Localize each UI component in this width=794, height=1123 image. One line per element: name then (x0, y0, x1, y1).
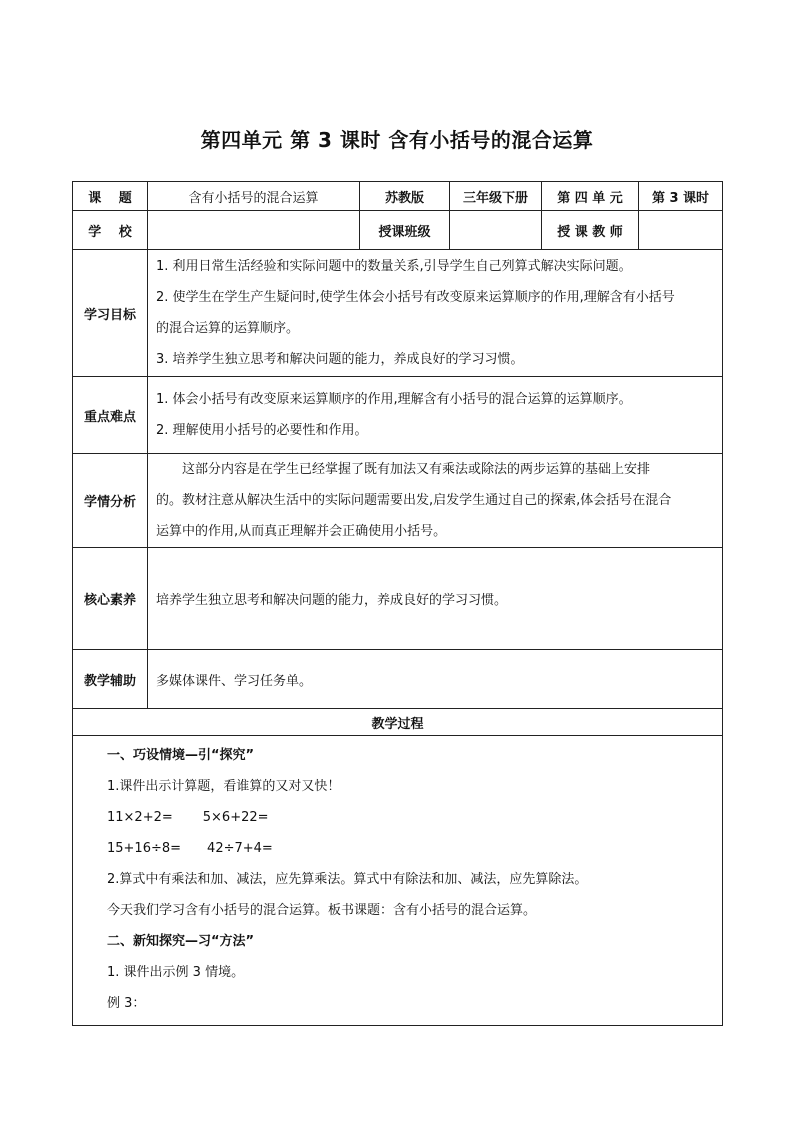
process-label: 教学过程 (73, 709, 723, 736)
aids-label: 教学辅助 (73, 650, 148, 709)
lesson-cell: 第 3 课时 (639, 182, 723, 211)
class-label: 授课班级 (360, 211, 450, 250)
teacher-label: 授 课 教 师 (542, 211, 639, 250)
key-point-line: 2. 理解使用小括号的必要性和作用。 (156, 423, 368, 438)
key-points-label: 重点难点 (73, 377, 148, 454)
aids-row (73, 650, 723, 709)
process-content (73, 736, 723, 1026)
school-value (148, 211, 360, 250)
key-points-content (148, 377, 723, 454)
process-item: 1.课件出示计算题，看谁算的又对又快！ (107, 779, 341, 794)
expression: 11×2+2= (107, 810, 173, 825)
process-item: 2.算式中有乘法和加、减法，应先算乘法。算式中有除法和加、减法，应先算除法。 (107, 872, 588, 887)
goal-line: 3. 培养学生独立思考和解决问题的能力，养成良好的学习习惯。 (156, 352, 524, 367)
page-title: 第四单元 第 3 课时 含有小括号的混合运算 (200, 128, 594, 152)
goal-line: 1. 利用日常生活经验和实际问题中的数量关系,引导学生自己列算式解决实际问题。 (156, 259, 632, 274)
goals-label: 学习目标 (73, 250, 148, 377)
school-row (73, 211, 723, 250)
analysis-row (73, 454, 723, 548)
goals-content (148, 250, 723, 377)
analysis-content (148, 454, 723, 548)
goal-line: 的混合运算的运算顺序。 (156, 321, 300, 336)
analysis-label: 学情分析 (73, 454, 148, 548)
analysis-line: 的。教材注意从解决生活中的实际问题需要出发,启发学生通过自己的探索,体会括号在混合 (156, 493, 672, 508)
process-item: 1. 课件出示例 3 情境。 (107, 965, 245, 980)
key-points-row (73, 377, 723, 454)
key-point-line: 1. 体会小括号有改变原来运算顺序的作用,理解含有小括号的混合运算的运算顺序。 (156, 392, 632, 407)
section-heading: 二、新知探究—习“方法” (107, 934, 255, 949)
expression: 15+16÷8= (107, 841, 182, 856)
publisher-cell: 苏教版 (360, 182, 450, 211)
example-label: 例 3： (107, 996, 146, 1011)
analysis-line: 这部分内容是在学生已经掌握了既有加法又有乘法或除法的两步运算的基础上安排 (182, 462, 651, 477)
process-item: 今天我们学习含有小括号的混合运算。板书课题：含有小括号的混合运算。 (107, 903, 537, 918)
topic-label: 课 题 (73, 182, 148, 211)
expression: 5×6+22= (202, 810, 269, 825)
expression-row (107, 833, 692, 864)
analysis-line: 运算中的作用,从而真正理解并会正确使用小括号。 (156, 524, 447, 539)
core-label: 核心素养 (73, 548, 148, 650)
aids-content: 多媒体课件、学习任务单。 (148, 650, 723, 709)
class-value (450, 211, 542, 250)
goal-line: 2. 使学生在学生产生疑问时,使学生体会小括号有改变原来运算顺序的作用,理解含有小括号 (156, 290, 675, 305)
section-heading: 一、巧设情境—引“探究” (107, 748, 255, 763)
process-header-row (73, 709, 723, 736)
header-row (73, 182, 723, 211)
goals-row (73, 250, 723, 377)
process-row (73, 736, 723, 1026)
core-content: 培养学生独立思考和解决问题的能力，养成良好的学习习惯。 (148, 548, 723, 650)
core-row (73, 548, 723, 650)
grade-cell: 三年级下册 (450, 182, 542, 211)
teacher-value (639, 211, 723, 250)
expression: 42÷7+4= (207, 841, 273, 856)
lesson-plan-table (72, 181, 723, 1026)
topic-value: 含有小括号的混合运算 (148, 182, 360, 211)
unit-cell: 第 四 单 元 (542, 182, 639, 211)
expression-row (107, 802, 692, 833)
school-label: 学 校 (73, 211, 148, 250)
